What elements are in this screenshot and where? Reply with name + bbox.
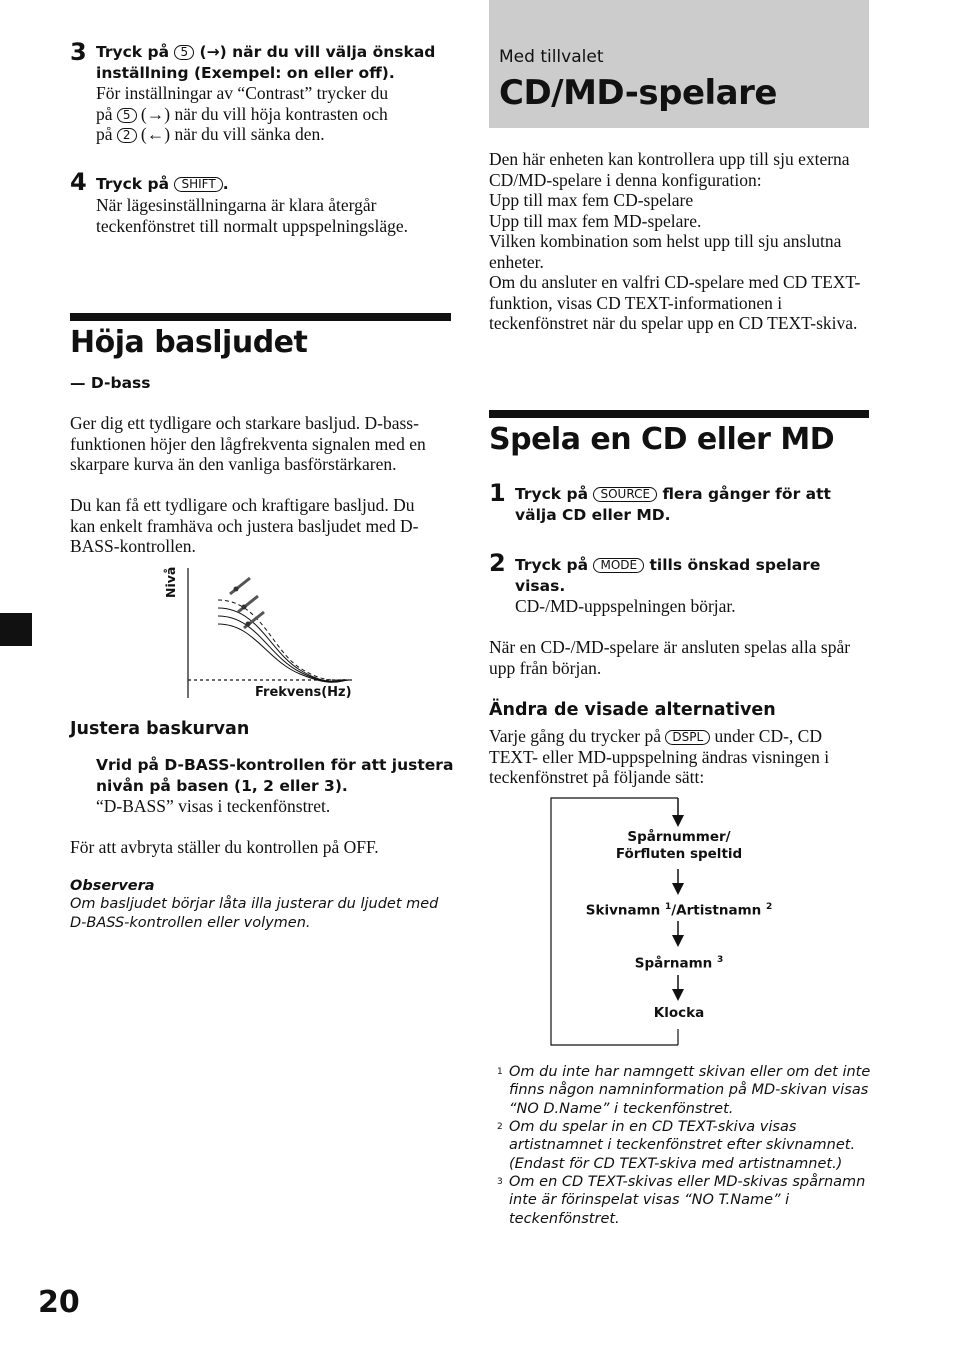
- display-body-text-2: under CD-, CD TEXT- eller MD-uppspelning ändras visningen i teckenfönstret på följande sätt:: [489, 726, 830, 787]
- intro-line: Vilken kombination som helst upp till sju anslutna enheter.: [489, 231, 842, 272]
- footnote-3: Om en CD TEXT-skivas eller MD-skivas spårnamn inte är förinspelat visas “NO T.Name” i teckenfönstret.: [509, 1174, 866, 1227]
- subsection-title-display: Ändra de visade alternativen: [489, 700, 776, 720]
- step-3-body-text: (←) när du vill sänka den.: [140, 124, 325, 144]
- down-arrow-icon: [672, 883, 684, 895]
- footnote-1: Om du inte har namngett skivan eller om det inte finns någon namninformation på MD-skivan visas “NO D.Name” i teckenfönstret.: [509, 1064, 871, 1117]
- bass-intro: Ger dig ett tydligare och starkare basljud. D-bass-funktionen höjer den lågfrekventa signalen med en skarpare kurva än den vanliga basförstärkaren.: [70, 413, 426, 474]
- intro-paragraph: Den här enheten kan kontrollera upp till sju externa CD/MD-spelare i denna konfiguration:: [489, 149, 850, 190]
- step-3-body-line-1: För inställningar av “Contrast” trycker du: [96, 83, 389, 103]
- step-3-number: 3: [70, 38, 87, 66]
- curve-level-2: [218, 608, 350, 681]
- step-4-body: När lägesinställningarna är klara återgår teckenfönstret till normalt uppspelningsläge.: [96, 195, 409, 236]
- header-kicker: Med tillvalet: [499, 47, 604, 67]
- flow-item-1-line-2: Förfluten speltid: [615, 846, 743, 862]
- step-2-title: [515, 555, 870, 596]
- footnote-ref-2: 2: [765, 902, 773, 912]
- step-4-number: 4: [70, 168, 87, 196]
- step-3-title: [96, 42, 456, 83]
- key-source: SOURCE: [593, 487, 657, 502]
- step-3-body-text: på: [96, 103, 113, 124]
- flow-item-1-line-1: Spårnummer/: [627, 829, 731, 845]
- flow-item-track-name: [600, 952, 758, 973]
- option-header-box: [489, 0, 869, 128]
- curve-point-1: [246, 622, 251, 627]
- flow-item-2-text: Skivnamn: [585, 902, 661, 919]
- down-arrow-icon: [672, 935, 684, 947]
- down-arrow-icon: [672, 989, 684, 1001]
- step-4-title-text-2: .: [222, 175, 229, 193]
- step-2-title-text: Tryck på: [515, 556, 589, 574]
- step-1-title: [515, 484, 870, 525]
- curve-normal: [218, 624, 350, 682]
- section-title-play: Spela en CD eller MD: [489, 422, 835, 457]
- dbass-curve-graph: [160, 560, 360, 705]
- display-body-text: Varje gång du trycker på: [489, 726, 662, 746]
- section-bar: [489, 410, 869, 418]
- step-2-body: CD-/MD-uppspelningen börjar.: [515, 596, 736, 616]
- header-title: CD/MD-spelare: [499, 73, 777, 113]
- graph-y-label: Nivå: [163, 566, 178, 598]
- step-3-title-text: Tryck på: [96, 43, 170, 61]
- step-2-title-text-2: tills önskad spelare visas.: [515, 556, 821, 595]
- bass-intro-2: Du kan få ett tydligare och kraftigare basljud. Du kan enkelt framhäva och justera basljudet med D-BASS-kontrollen.: [70, 495, 419, 556]
- intro-paragraph: Om du ansluter en valfri CD-spelare med CD TEXT-funktion, visas CD TEXT-informationen i teckenfönstret när du spelar upp en CD TEXT-skiva.: [489, 272, 861, 333]
- note-body: Om basljudet börjar låta illa justerar du ljudet med D-BASS-kontrollen eller volymen.: [70, 896, 439, 931]
- footnote-ref-1: 1: [664, 902, 672, 912]
- down-arrow-icon: [672, 815, 684, 827]
- curve-point-2: [242, 605, 247, 610]
- flow-item-3-text: Spårnamn: [634, 955, 713, 972]
- display-body: [489, 726, 859, 788]
- flow-item-clock: Klocka: [653, 1005, 705, 1021]
- curve-marker-3: [230, 578, 250, 594]
- step-4-title-text: Tryck på: [96, 175, 170, 193]
- key-dspl: DSPL: [665, 730, 710, 745]
- intro-line: Upp till max fem MD-spelare.: [489, 210, 702, 231]
- step-1-title-text-2: flera gånger för att välja CD eller MD.: [515, 485, 831, 524]
- after-steps-text: När en CD-/MD-spelare är ansluten spelas alla spår upp från början.: [489, 637, 851, 678]
- footnote-mark-3: 3: [497, 1177, 503, 1187]
- curve-marker-2: [238, 596, 258, 612]
- graph-x-label: Frekvens(Hz): [255, 685, 352, 700]
- section-title-bass: Höja basljudet: [70, 325, 308, 360]
- section-bar: [70, 313, 451, 321]
- step-3-body-line-2: [96, 104, 456, 125]
- curve-level-1: [218, 616, 350, 682]
- step-3-title-text-2: (→) när du vill välja önskad inställning (Exempel: on eller off).: [96, 43, 436, 82]
- footnote-ref-3: 3: [717, 955, 724, 965]
- step-3-body-line-3: [96, 124, 456, 145]
- intro-line: Upp till max fem CD-spelare: [489, 190, 694, 210]
- footnote-mark-1: 1: [497, 1067, 503, 1077]
- key-2: 2: [117, 128, 137, 143]
- flow-item-track-time: [580, 829, 778, 863]
- side-tab-marker: [0, 613, 32, 646]
- step-1-number: 1: [489, 479, 506, 507]
- adjust-step-body: “D-BASS” visas i teckenfönstret.: [96, 796, 331, 816]
- step-2-number: 2: [489, 549, 506, 577]
- step-4-title: [96, 174, 456, 195]
- curve-point-3: [234, 587, 239, 592]
- flow-item-disc-artist: [575, 899, 783, 920]
- cdmd-intro: [489, 149, 869, 334]
- flow-item-2-text-2: /Artistnamn: [671, 902, 762, 919]
- section-subtitle: — D-bass: [70, 374, 151, 392]
- key-5: 5: [174, 45, 194, 60]
- step-3-body: [96, 83, 456, 145]
- subsection-title-adjust: Justera baskurvan: [70, 719, 250, 739]
- page-number: 20: [38, 1285, 80, 1320]
- footnote-mark-2: 2: [497, 1122, 503, 1132]
- step-3-body-text: på: [96, 124, 113, 144]
- step-1-title-text: Tryck på: [515, 485, 589, 503]
- key-shift: SHIFT: [174, 177, 222, 192]
- adjust-cancel: För att avbryta ställer du kontrollen på OFF.: [70, 837, 379, 857]
- step-3-body-text: (→) när du vill höja kontrasten och: [140, 103, 388, 124]
- note-title: Observera: [70, 878, 155, 894]
- key-mode: MODE: [593, 558, 644, 573]
- footnote-2: Om du spelar in en CD TEXT-skiva visas artistnamnet i teckenfönstret efter skivnamnet. (Endast för CD TEXT-skiva med artistnamnet.): [509, 1119, 856, 1172]
- key-5: 5: [117, 108, 137, 123]
- adjust-step-title: Vrid på D-BASS-kontrollen för att justera nivån på basen (1, 2 eller 3).: [96, 756, 454, 795]
